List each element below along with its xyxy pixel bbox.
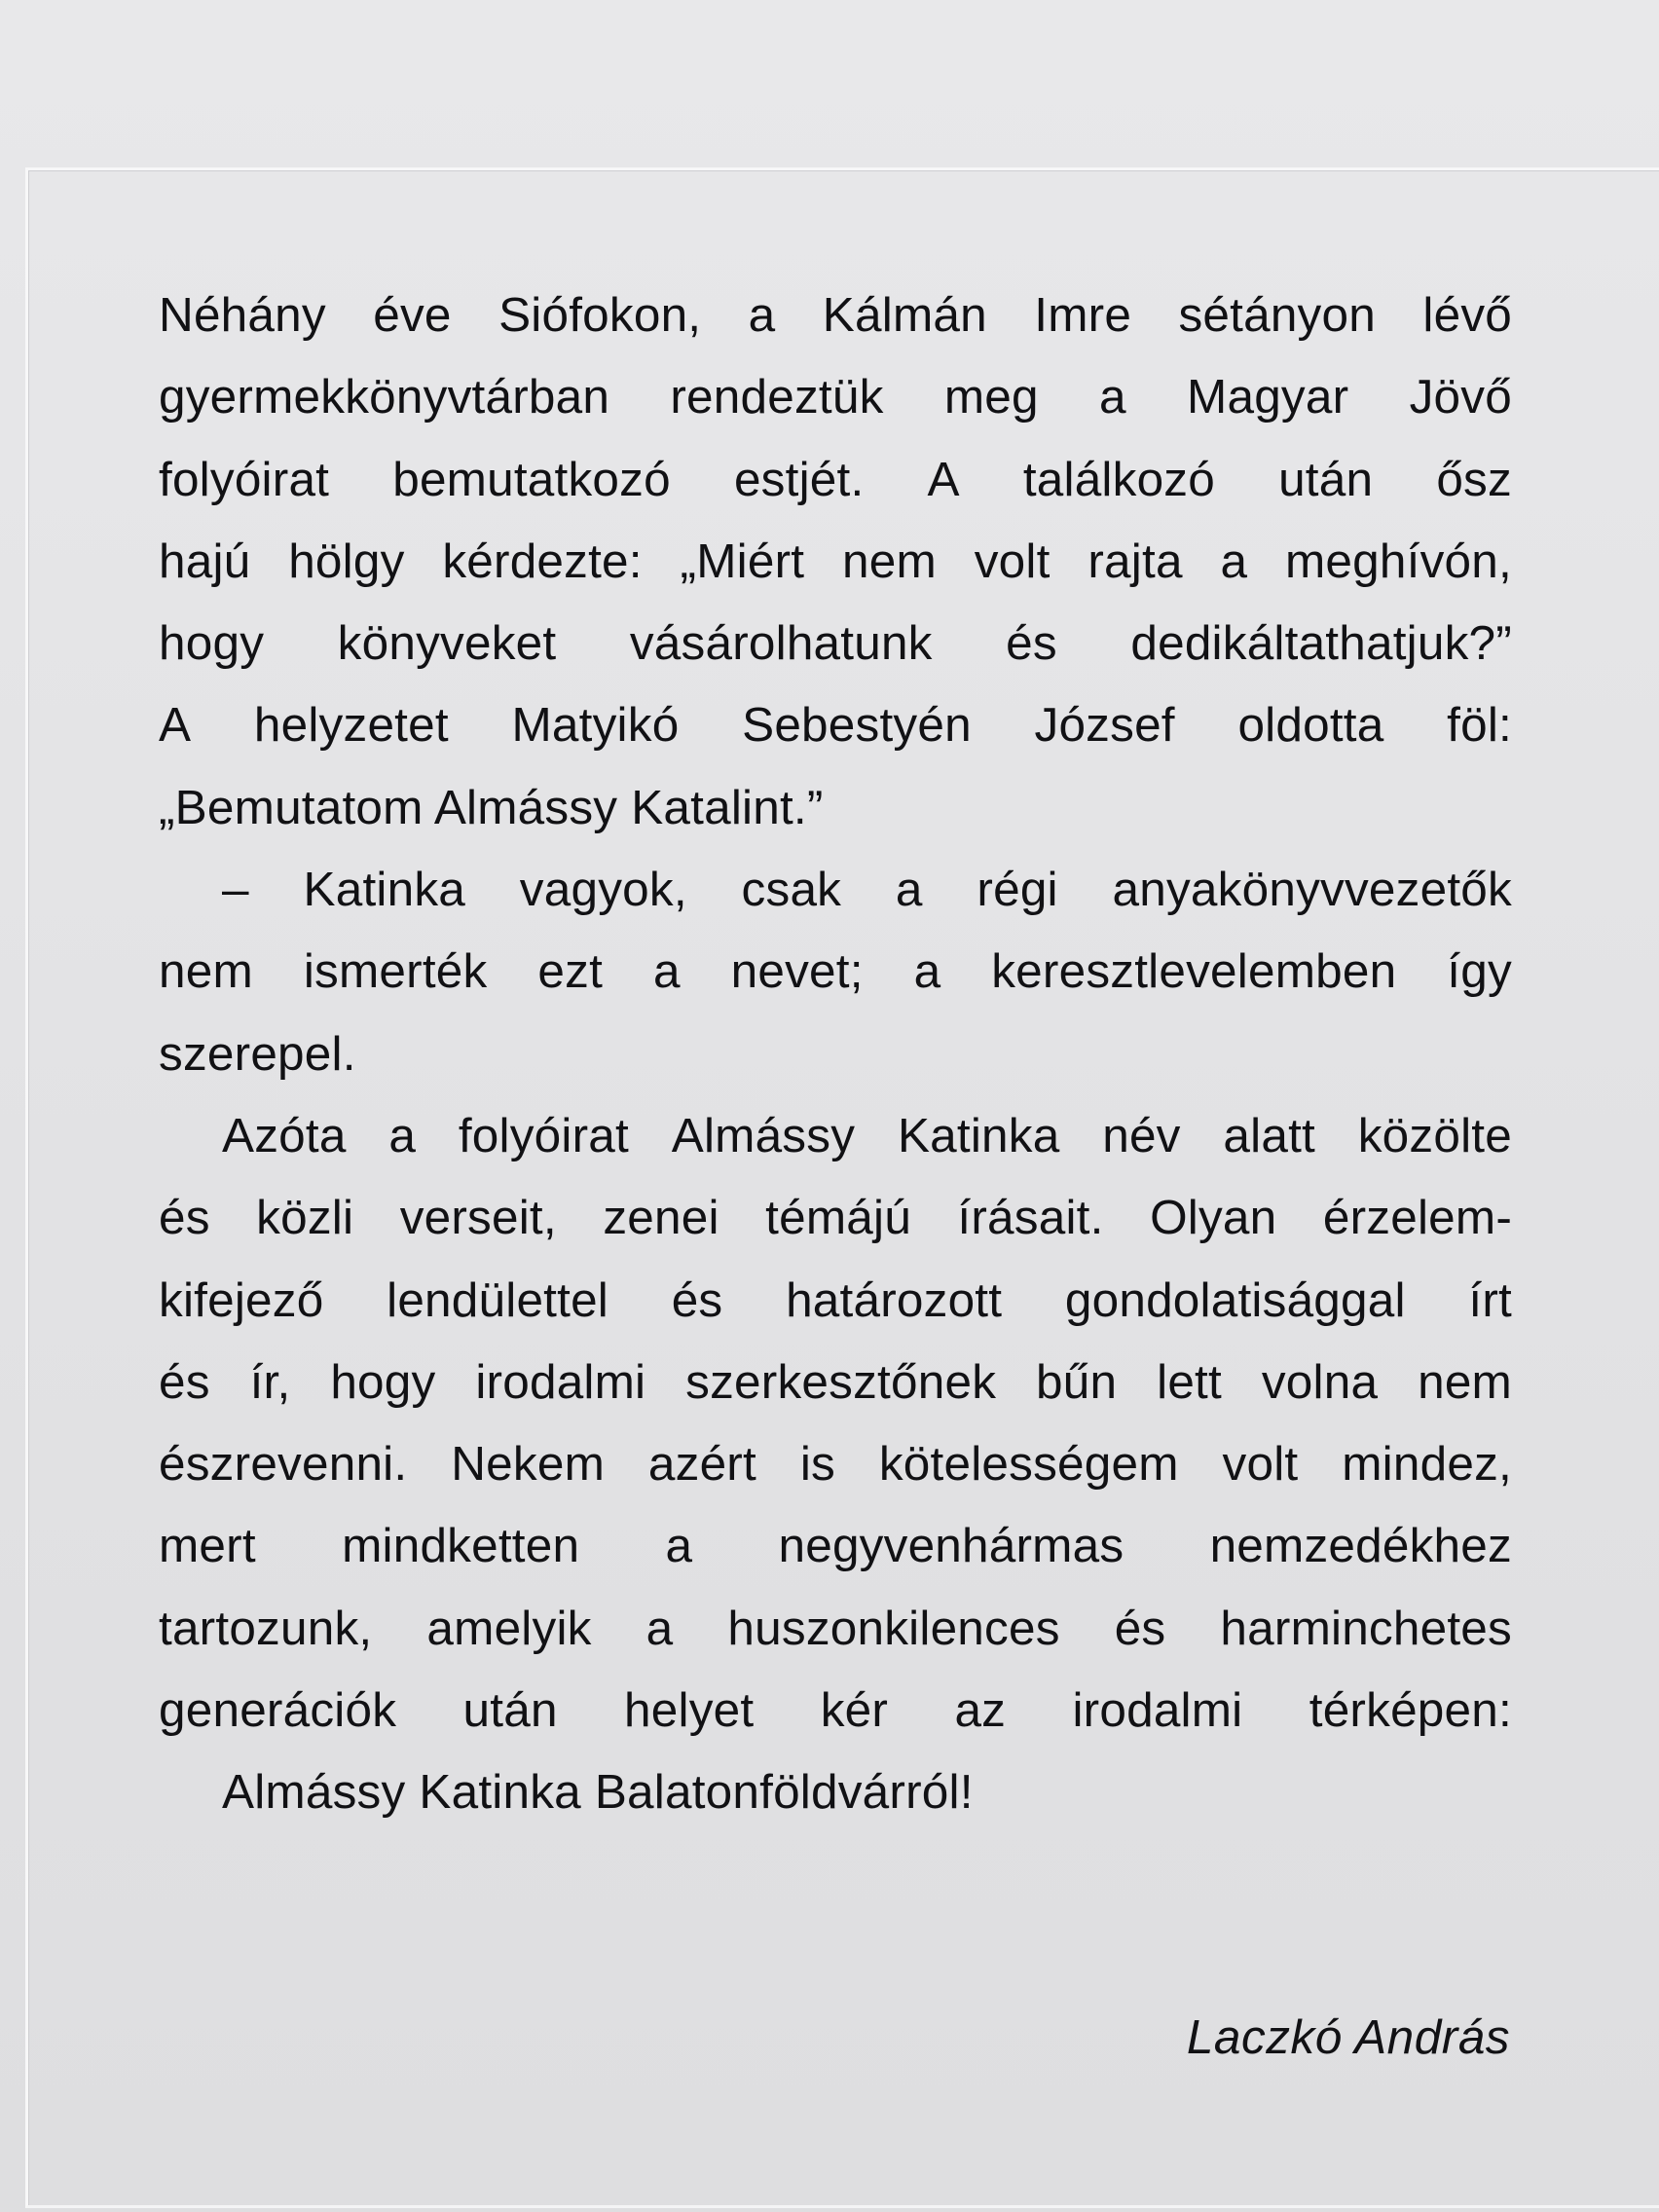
word: után (462, 1683, 558, 1738)
word: érzelem- (1322, 1191, 1512, 1245)
body-text (159, 275, 1512, 1834)
word: gyermekkönyvtárban (159, 370, 610, 424)
word: mindketten (342, 1519, 580, 1573)
word: folyóirat (159, 452, 330, 506)
word: így (1447, 944, 1512, 999)
word: vásárolhatunk (629, 616, 933, 671)
word: kifejező (159, 1272, 324, 1327)
word: a (1220, 534, 1248, 588)
word: Olyan (1150, 1191, 1277, 1245)
word: a (748, 288, 776, 342)
text-line (159, 1505, 1512, 1587)
word: az (954, 1683, 1007, 1738)
word: folyóirat (458, 1108, 629, 1162)
word: azért (647, 1437, 756, 1492)
word: föl: (1447, 698, 1512, 753)
word: Kálmán (822, 288, 987, 342)
word: is (799, 1437, 835, 1492)
word: hölgy (288, 534, 405, 588)
word: negyvenhármas (778, 1519, 1124, 1573)
word: észrevenni. (159, 1437, 408, 1492)
word: ír, (249, 1354, 291, 1409)
word: estjét. (733, 452, 865, 506)
word: közli (256, 1191, 354, 1245)
word: nevet; (730, 944, 864, 999)
word: után (1278, 452, 1374, 506)
word: Magyar (1187, 370, 1349, 424)
text-line (159, 1670, 1512, 1751)
word: volt (1222, 1437, 1299, 1492)
text-line (159, 767, 1512, 849)
word: rendeztük (670, 370, 884, 424)
word: Néhány (159, 288, 326, 342)
word: Siófokon, (498, 288, 702, 342)
word: név (1102, 1108, 1181, 1162)
text-line (159, 439, 1512, 521)
word: bemutatkozó (392, 452, 671, 506)
word: kérdezte: (442, 534, 643, 588)
word: térképen: (1309, 1683, 1512, 1738)
word: – (222, 863, 249, 917)
word: és (671, 1272, 723, 1327)
word: kötelességem (878, 1437, 1179, 1492)
text-line (159, 275, 1512, 356)
word: A (927, 452, 960, 506)
word: József (1034, 698, 1175, 753)
word: Katinka (303, 863, 466, 917)
word: huszonkilences (727, 1601, 1060, 1655)
word: nem (159, 944, 253, 999)
word: Matyikó (511, 698, 680, 753)
word: és (159, 1191, 210, 1245)
word: közölte (1357, 1108, 1512, 1162)
word: helyzetet (253, 698, 449, 753)
word: meg (943, 370, 1039, 424)
word: könyveket (337, 616, 557, 671)
word: A (159, 698, 192, 753)
word: helyet (624, 1683, 755, 1738)
text-line (159, 1260, 1512, 1342)
word: „Bemutatom Almássy Katalint.” (159, 780, 824, 834)
word: éve (373, 288, 452, 342)
word: a (895, 863, 923, 917)
word: kér (820, 1683, 889, 1738)
author-signature: Laczkó András (1186, 2010, 1510, 2064)
word: a (645, 1601, 674, 1655)
word: oldotta (1237, 698, 1384, 753)
word: a (652, 944, 681, 999)
word: határozott (786, 1272, 1003, 1327)
word: lendülettel (387, 1272, 608, 1327)
word: Azóta (222, 1108, 347, 1162)
word: a (388, 1108, 417, 1162)
word: ismerték (303, 944, 488, 999)
word: lett (1157, 1354, 1222, 1409)
word: régi (977, 863, 1058, 917)
word: meghívón, (1285, 534, 1512, 588)
word: a (665, 1519, 693, 1573)
word: csak (741, 863, 842, 917)
word: zenei (603, 1191, 719, 1245)
word: sétányon (1178, 288, 1376, 342)
word: nem (1418, 1354, 1512, 1409)
word: irodalmi (475, 1354, 646, 1409)
word: Katinka (897, 1108, 1060, 1162)
text-line (159, 1014, 1512, 1095)
word: volna (1261, 1354, 1379, 1409)
word: keresztlevelemben (991, 944, 1397, 999)
word: Almássy Katinka Balatonföldvárról! (222, 1765, 974, 1820)
word: hogy (330, 1354, 436, 1409)
text-line (159, 1423, 1512, 1505)
word: a (1099, 370, 1126, 424)
word: Nekem (451, 1437, 606, 1492)
word: ősz (1436, 452, 1512, 506)
word: ezt (537, 944, 604, 999)
word: lévő (1422, 288, 1512, 342)
text-line (159, 1588, 1512, 1670)
word: mert (159, 1519, 256, 1573)
word: Jövő (1409, 370, 1512, 424)
word: amelyik (426, 1601, 592, 1655)
text-line (159, 1751, 1512, 1833)
word: témájú (765, 1191, 911, 1245)
word: és (159, 1354, 210, 1409)
text-line (159, 1095, 1512, 1177)
text-line (159, 1342, 1512, 1423)
word: írásait. (957, 1191, 1104, 1245)
word: rajta (1088, 534, 1183, 588)
word: vagyok, (519, 863, 687, 917)
word: bűn (1036, 1354, 1118, 1409)
word: mindez, (1342, 1437, 1512, 1492)
word: hogy (159, 616, 265, 671)
word: szerepel. (159, 1026, 356, 1081)
text-line (159, 521, 1512, 603)
word: tartozunk, (159, 1601, 373, 1655)
word: Almássy (671, 1108, 856, 1162)
word: anyakönyvvezetők (1112, 863, 1512, 917)
word: és (1006, 616, 1057, 671)
word: nem (842, 534, 937, 588)
word: a (913, 944, 941, 999)
text-line (159, 684, 1512, 766)
word: hajú (159, 534, 251, 588)
word: írt (1468, 1272, 1512, 1327)
word: dedikáltathatjuk?” (1130, 616, 1512, 671)
word: irodalmi (1072, 1683, 1243, 1738)
text-line (159, 1177, 1512, 1259)
word: nemzedékhez (1209, 1519, 1512, 1573)
word: szerkesztőnek (685, 1354, 997, 1409)
text-line (159, 356, 1512, 438)
word: volt (974, 534, 1051, 588)
text-line (159, 931, 1512, 1013)
word: alatt (1223, 1108, 1315, 1162)
text-line (159, 603, 1512, 684)
word: gondolatisággal (1064, 1272, 1406, 1327)
text-line (159, 849, 1512, 931)
word: generációk (159, 1683, 397, 1738)
word: és (1114, 1601, 1166, 1655)
word: harminchetes (1220, 1601, 1512, 1655)
word: Imre (1034, 288, 1132, 342)
word: verseit, (399, 1191, 557, 1245)
word: találkozó (1022, 452, 1215, 506)
word: „Miért (680, 534, 805, 588)
word: Sebestyén (742, 698, 972, 753)
